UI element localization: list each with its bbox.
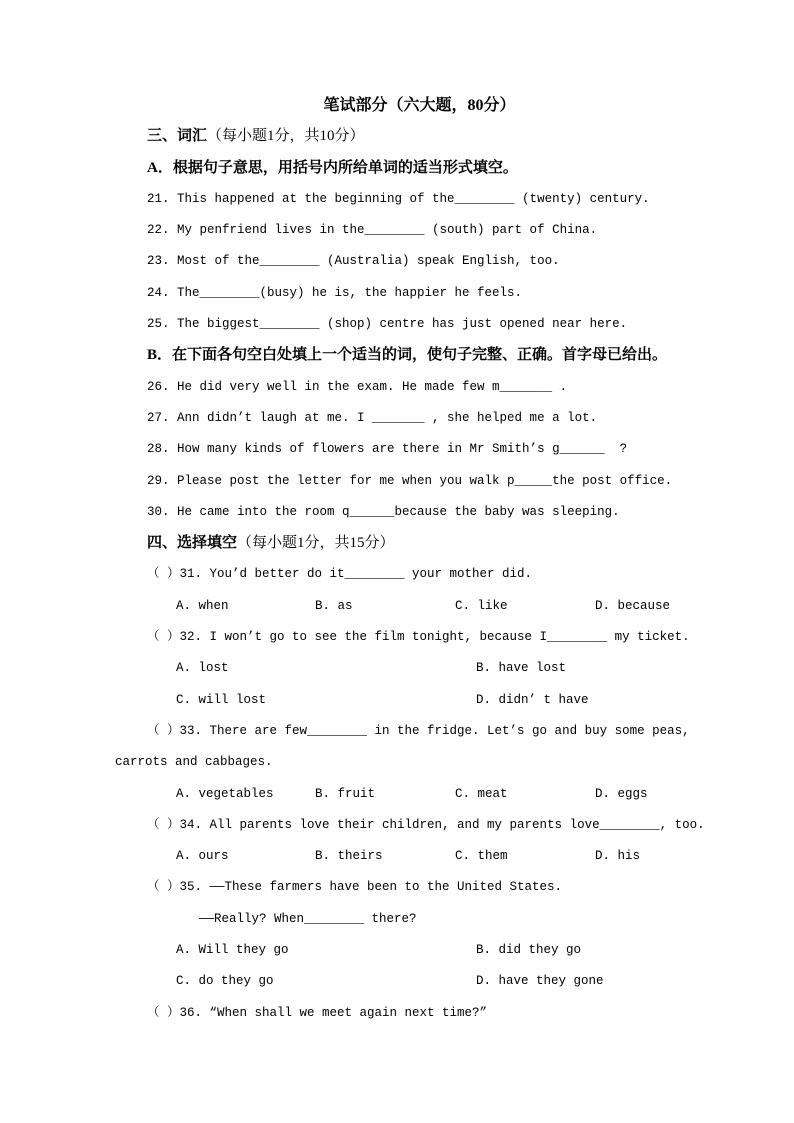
option-33-d: D. eggs (595, 786, 648, 801)
part-a-heading: A．根据句子意思，用括号内所给单词的适当形式填空。 (147, 159, 518, 176)
fill-item-30: 30. He came into the room q______because the baby was sleeping. (147, 504, 620, 519)
option-35-c: C. do they go (176, 974, 274, 989)
option-33-b: B. fruit (315, 786, 376, 801)
fill-item-29: 29. Please post the letter for me when you walk p_____the post office. (147, 473, 673, 488)
section-choice-heading (115, 528, 724, 559)
question-35-options-row2 (115, 966, 724, 997)
question-32-options-row1 (115, 653, 724, 684)
exam-title: 笔试部分（六大题，80分） (323, 97, 516, 114)
question-35-stem-line2: ——Really? When________ there? (199, 911, 417, 926)
fill-item-21: 21. This happened at the beginning of the________ (twenty) century. (147, 191, 650, 206)
question-34-stem: （ ）34. All parents love their children, and my parents love________, too. (147, 817, 705, 832)
option-33-a: A. vegetables (176, 786, 274, 801)
section-vocab-heading-note: （每小题1分，共10分） (207, 128, 365, 145)
question-33-options (115, 779, 724, 810)
section-choice-heading-note: （每小题1分，共15分） (237, 535, 395, 552)
fill-item-25: 25. The biggest________ (shop) centre has just opened near here. (147, 317, 628, 332)
fill-item-27: 27. Ann didn’t laugh at me. I _______ , she helped me a lot. (147, 410, 598, 425)
option-34-b: B. theirs (315, 849, 383, 864)
question-33-stem: （ ）33. There are few________ in the fridge. Let’s go and buy some peas, (147, 723, 690, 738)
section-choice-heading-title: 四、选择填空 (147, 535, 238, 552)
option-31-b: B. as (315, 598, 353, 613)
question-35-stem-line1: （ ）35. ——These farmers have been to the United States. (147, 880, 563, 895)
fill-item-23: 23. Most of the________ (Australia) speak English, too. (147, 254, 560, 269)
section-vocab-heading (115, 121, 724, 152)
option-32-c: C. will lost (176, 692, 267, 707)
fill-item-28: 28. How many kinds of flowers are there in Mr Smith’s g______ ? (147, 442, 628, 457)
option-31-a: A. when (176, 598, 229, 613)
option-34-a: A. ours (176, 849, 229, 864)
part-b-heading: B．在下面各句空白处填上一个适当的词，使句子完整、正确。首字母已给出。 (147, 347, 668, 364)
option-32-a: A. lost (176, 661, 229, 676)
option-33-c: C. meat (455, 786, 508, 801)
option-35-a: A. Will they go (176, 943, 289, 958)
question-36-stem: （ ）36. “When shall we meet again next time?” (147, 1005, 488, 1020)
fill-item-26: 26. He did very well in the exam. He made few m_______ . (147, 379, 568, 394)
question-33-stem-continuation: carrots and cabbages. (115, 755, 273, 770)
question-32-stem: （ ）32. I won’t go to see the film tonight, because I________ my ticket. (147, 630, 690, 645)
option-31-d: D. because (595, 598, 671, 613)
question-32-options-row2 (115, 685, 724, 716)
question-31-options (115, 591, 724, 622)
fill-item-24: 24. The________(busy) he is, the happier he feels. (147, 285, 523, 300)
option-34-c: C. them (455, 849, 508, 864)
question-35-options-row1 (115, 935, 724, 966)
option-35-b: B. did they go (476, 943, 582, 958)
section-vocab-heading-title: 三、词汇 (147, 128, 208, 145)
option-35-d: D. have they gone (476, 974, 604, 989)
option-31-c: C. like (455, 598, 508, 613)
option-32-d: D. didn’ t have (476, 692, 589, 707)
option-32-b: B. have lost (476, 661, 567, 676)
question-34-options (115, 841, 724, 872)
option-34-d: D. his (595, 849, 641, 864)
question-31-stem: （ ）31. You’d better do it________ your mother did. (147, 567, 533, 582)
fill-item-22: 22. My penfriend lives in the________ (south) part of China. (147, 223, 598, 238)
